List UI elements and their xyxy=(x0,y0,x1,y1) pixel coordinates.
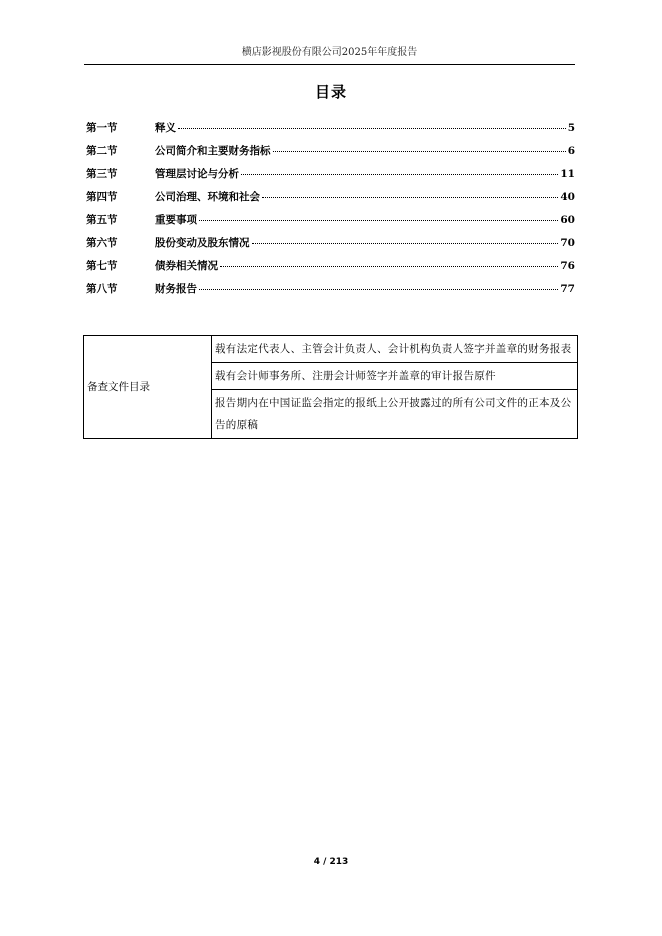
toc-title: 公司简介和主要财务指标 xyxy=(155,145,271,157)
toc-page-number: 76 xyxy=(560,260,575,272)
toc-section-label: 第二节 xyxy=(86,145,118,157)
toc-entry-1[interactable] xyxy=(86,120,575,143)
toc-section-label: 第八节 xyxy=(86,283,118,295)
toc-page-number: 11 xyxy=(560,168,575,180)
toc-title: 管理层讨论与分析 xyxy=(155,168,239,180)
toc-entry-8[interactable] xyxy=(86,281,575,304)
toc-title: 公司治理、环境和社会 xyxy=(155,191,260,203)
toc-section-label: 第四节 xyxy=(86,191,118,203)
toc-page-number: 70 xyxy=(560,237,575,249)
table-row xyxy=(84,336,578,363)
toc-dot-leader xyxy=(199,220,558,221)
toc-dot-leader xyxy=(178,128,566,129)
toc-entry-5[interactable] xyxy=(86,212,575,235)
toc-section-label: 第七节 xyxy=(86,260,118,272)
toc-page-number: 5 xyxy=(567,122,575,134)
table-of-contents xyxy=(86,120,575,304)
toc-entry-3[interactable] xyxy=(86,166,575,189)
toc-title: 重要事项 xyxy=(155,214,197,226)
toc-title: 股份变动及股东情况 xyxy=(155,237,250,249)
toc-section-label: 第五节 xyxy=(86,214,118,226)
reference-documents-table xyxy=(83,335,578,439)
toc-entry-2[interactable] xyxy=(86,143,575,166)
toc-dot-leader xyxy=(262,197,558,198)
toc-section-label: 第六节 xyxy=(86,237,118,249)
reference-docs-label: 备查文件目录 xyxy=(84,336,212,439)
toc-dot-leader xyxy=(220,266,558,267)
toc-section-label: 第一节 xyxy=(86,122,118,134)
reference-doc-item: 载有会计师事务所、注册会计师签字并盖章的审计报告原件 xyxy=(212,363,578,390)
toc-page-number: 6 xyxy=(567,145,575,157)
page-number-indicator: 4 / 213 xyxy=(313,857,349,867)
toc-entry-4[interactable] xyxy=(86,189,575,212)
toc-title: 财务报告 xyxy=(155,283,197,295)
toc-dot-leader xyxy=(241,174,558,175)
header-text: 横店影视股份有限公司2025年年度报告 xyxy=(241,47,418,58)
toc-dot-leader xyxy=(199,289,558,290)
page-title: 目录 xyxy=(314,83,347,101)
toc-page-number: 77 xyxy=(560,283,575,295)
toc-title: 债券相关情况 xyxy=(155,260,218,272)
reference-doc-item: 报告期内在中国证监会指定的报纸上公开披露过的所有公司文件的正本及公告的原稿 xyxy=(212,390,578,439)
toc-page-number: 60 xyxy=(560,214,575,226)
reference-doc-item: 载有法定代表人、主管会计负责人、会计机构负责人签字并盖章的财务报表 xyxy=(212,336,578,363)
toc-dot-leader xyxy=(273,151,566,152)
page-header xyxy=(84,46,575,65)
toc-dot-leader xyxy=(252,243,559,244)
toc-entry-6[interactable] xyxy=(86,235,575,258)
toc-page-number: 40 xyxy=(560,191,575,203)
toc-section-label: 第三节 xyxy=(86,168,118,180)
toc-entry-7[interactable] xyxy=(86,258,575,281)
toc-title: 释义 xyxy=(155,122,176,134)
